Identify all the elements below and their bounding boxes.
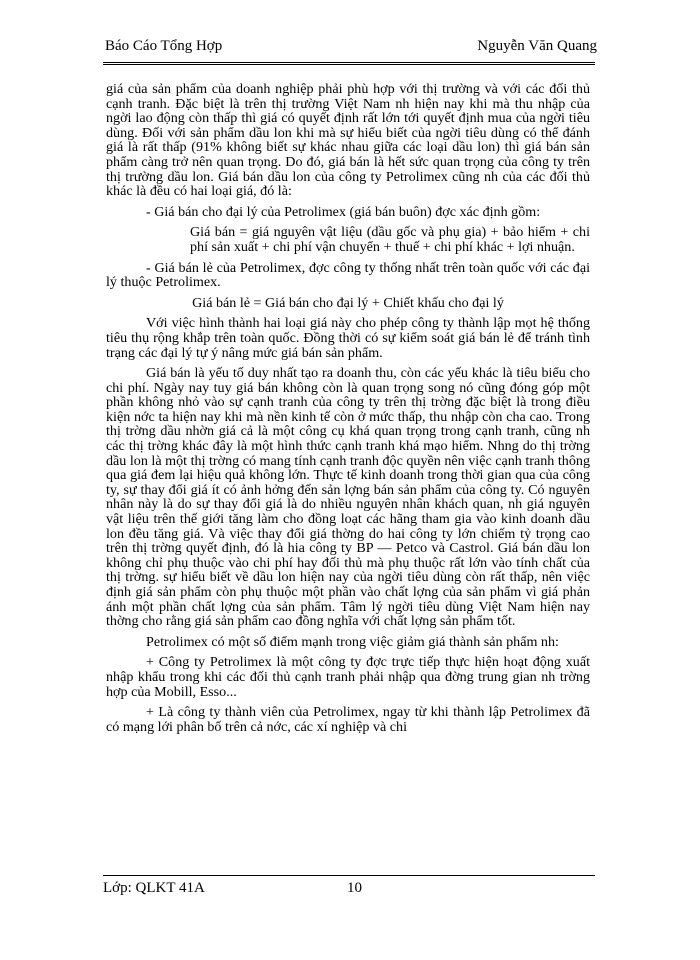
- paragraph-price-revenue: Giá bán là yếu tố duy nhất tạo ra doanh thu, còn các yếu khác là tiêu biểu cho chi phí. Ngày nay tuy giá bán không còn là quan trọng song nó cũng đóng góp một phần không nhỏ vào sự cạnh tranh của công ty trên thị trờng đặc biệt là trong điều kiện nớc ta hiện nay khi mà nền kinh tế còn ở mức thấp, thu nhập còn cha cao. Trong thị trờng dầu nhờn giá cả là một công cụ khá quan trọng trong cạnh tranh, cũng nh các thị trờng khác đây là một hình thức cạnh tranh khá mạo hiểm. Nhng do thị trờng dầu lon là một thị trờng có mang tính cạnh tranh độc quyền nên việc cạnh tranh thông qua giá đem lại hiệu quả không lớn. Thực tế kinh doanh trong thời gian qua của công ty, sự thay đổi giá ít có ảnh hởng đến sản lợng bán sản phẩm của công ty. Có nguyên nhân này là do sự thay đổi giá là do nhiều nguyên nhân khách quan, nh giá nguyên vật liệu trên thế giới tăng làm cho đồng loạt các hãng tham gia vào kinh doanh dầu lon đều tăng giá. Và việc thay đổi giá thờng do hai công ty lớn chiếm tỷ trọng cao trên thị trờng quyết định, đó là hia công ty BP — Petco và Castrol. Giá bán dầu lon không chỉ phụ thuộc vào chi phí hay đối thủ mà phụ thuộc rất lớn vào tính chất của thị trờng. sự hiểu biết về dầu lon hiện nay của ngời tiêu dùng còn rất thấp, nên việc định giá sản phẩm còn phụ thuộc một phần vào chất lợng của sản phẩm vì giá phản ánh một phần chất lợng của sản phẩm. Tâm lý ngời tiêu dùng Việt Nam hiện nay thờng cho rằng giá sản phẩm cao đồng nghĩa với chất lợng sản phẩm tốt.: [106, 365, 590, 630]
- footer-divider: [103, 875, 595, 876]
- page-footer: [103, 880, 595, 900]
- paragraph-pricing-context: giá của sản phẩm của doanh nghiệp phải phù hợp với thị trường và với các đối thủ cạnh tranh. Đặc biệt là trên thị trường Việt Nam nh hiện nay khi mà thu nhập của ngời lao động còn thấp thì giá có quyết định rất lớn tới quyết định mua của ngời tiêu dùng. Đối với sản phẩm dầu lon khi mà sự hiểu biết của ngời tiêu dùng có thể đánh giá là rất thấp (91% không biết sự khác nhau giữa các loại dầu lon) thì giá bán sản phẩm càng trở nên quan trọng. Do đó, giá bán là hết sức quan trọng của công ty trên thị trường dầu lon. Giá bán dầu lon của công ty Petrolimex cũng nh của các đối thủ khác là đều có hai loại giá, đó là:: [106, 81, 590, 200]
- paragraph-strengths-intro: Petrolimex có một số điểm mạnh trong việc giảm giá thành sản phẩm nh:: [146, 633, 559, 650]
- header-author: Nguyễn Văn Quang: [477, 38, 597, 54]
- paragraph-strength-network: + Là công ty thành viên của Petrolimex, ngay từ khi thành lập Petrolimex đã có mạng lới phân bố trên cả nớc, các xí nghiệp và chi: [106, 704, 590, 735]
- page-header: [103, 38, 597, 60]
- page-number: 10: [347, 880, 362, 896]
- header-divider: [103, 62, 595, 65]
- header-title: Báo Cáo Tổng Hợp: [105, 38, 223, 54]
- paragraph-wholesale-price: - Giá bán cho đại lý của Petrolimex (giá bán buôn) đợc xác định gồm:: [146, 203, 541, 220]
- paragraph-strength-import: + Công ty Petrolimex là một công ty đợc trực tiếp thực hiện hoạt động xuất nhập khẩu trong khi các đối thủ cạnh tranh phải nhập qua đờng trung gian nh trờng hợp của Mobill, Esso...: [106, 654, 590, 700]
- paragraph-retail-price: - Giá bán lẻ của Petrolimex, đợc công ty thống nhất trên toàn quốc với các đại lý thuộc Petrolimex.: [106, 259, 590, 291]
- formula-wholesale: Giá bán = giá nguyên vật liệu (dầu gốc và phụ gia) + bảo hiểm + chi phí sản xuất + chi phí vận chuyển + thuế + chi phí khác + lợi nhuận.: [190, 224, 590, 255]
- footer-class-label: Lớp: QLKT 41A: [103, 880, 205, 896]
- page-body: [106, 82, 590, 740]
- formula-retail: Giá bán lẻ = Giá bán cho đại lý + Chiết khấu cho đại lý: [192, 294, 504, 311]
- paragraph-two-prices: Với việc hình thành hai loại giá này cho phép công ty thành lập mọt hệ thống tiêu thụ rộng khắp trên toàn quốc. Đồng thời có sự kiểm soát giá bán lẻ để tránh tình trạng các đại lý tự ý nâng mức giá bán sản phẩm.: [106, 315, 590, 361]
